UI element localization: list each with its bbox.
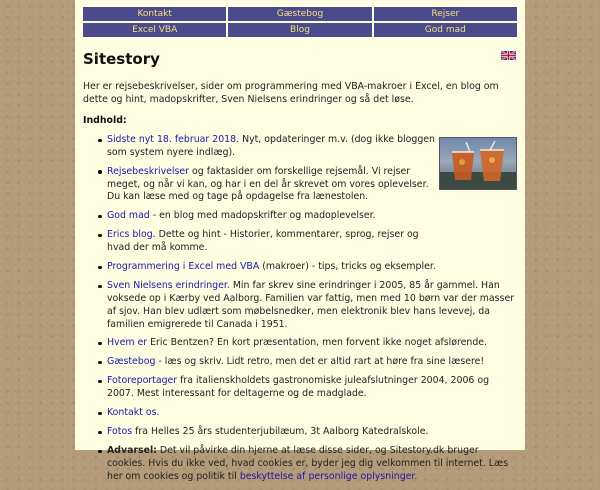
uk-flag-icon[interactable] — [501, 51, 516, 60]
warning-item — [83, 445, 517, 483]
nav-kontakt[interactable]: Kontakt — [83, 7, 226, 21]
photos-link[interactable]: Fotos — [107, 426, 133, 438]
warning-label: Advarsel: — [107, 445, 157, 457]
list-item — [83, 337, 517, 350]
list-item — [83, 375, 517, 401]
contact-link[interactable]: Kontakt os. — [107, 407, 160, 419]
item-text: Eric Bentzen? En kort præsentation, men forvent ikke noget afslørende. — [147, 337, 488, 349]
page-title: Sitestory — [83, 50, 160, 68]
item-text: Dette og hint - Historier, kommentarer, sprog, rejser og hvad der må komme. — [107, 229, 419, 254]
about-link[interactable]: Hvem er — [107, 337, 148, 349]
food-blog-link[interactable]: God mad — [107, 210, 150, 222]
item-text: Nyt, opdateringer m.v. (dog ikke bloggen som system nyere indlæg). — [107, 134, 435, 158]
list-item — [83, 229, 517, 255]
list-item — [83, 134, 517, 160]
list-item — [83, 210, 517, 223]
nav-blog[interactable]: Blog — [228, 23, 371, 37]
nav-gaestebog[interactable]: Gæstebog — [228, 7, 371, 21]
nav-row-2 — [83, 23, 517, 37]
contents-heading: Indhold: — [83, 115, 127, 126]
privacy-link[interactable]: beskyttelse af personlige oplysninger — [239, 470, 415, 482]
photo-reports-link[interactable]: Fotoreportager — [107, 375, 178, 387]
list-item — [83, 426, 517, 439]
intro-text: Her er rejsebeskrivelser, sider om programmering med VBA-makroer i Excel, en blog om dette og hint, madopskrifter, Sven Nielsens erindringer og så det løse. — [83, 81, 499, 105]
main-nav — [83, 7, 517, 39]
latest-news-link[interactable]: Sidste nyt 18. februar 2018. — [107, 134, 240, 145]
excel-vba-link[interactable]: Programmering i Excel med VBA — [107, 261, 260, 273]
travel-link[interactable]: Rejsebeskrivelser — [107, 165, 190, 177]
nav-rejser[interactable]: Rejser — [374, 7, 517, 21]
contents-list — [83, 134, 517, 490]
nav-excel-vba[interactable]: Excel VBA — [83, 23, 226, 37]
item-text: - en blog med madopskrifter og madoplevelser. — [149, 210, 376, 222]
warning-after: . — [414, 470, 418, 482]
item-text: Min far skrev sine erindringer i 2005, 85 år gammel. Han voksede op i Kærby ved Aalborg. Familien var fattig, men med 10 børn var der masser af sjov. Han blev udlært som møbelsnedker, men elektronik blev hans levevej, da familien emigrerede til Canada i 1951. — [107, 280, 515, 330]
erics-blog-link[interactable]: Erics blog. — [107, 229, 156, 241]
item-text: og faktasider om forskellige rejsemål. Vi rejser meget, og når vi kan, og har i en del år skrevet om vores oplevelser. Du kan læse med og tage på opdagelse fra lænestolen. — [107, 165, 429, 203]
item-text: fra italienskholdets gastronomiske juleafslutninger 2004, 2006 og 2007. Mest interessant for deltagerne og de madglade. — [107, 375, 490, 400]
content-page — [75, 0, 525, 482]
item-text: - læs og skriv. Lidt retro, men det er altid rart at høre fra sine læsere! — [155, 356, 485, 368]
nav-row-1 — [83, 7, 517, 21]
warning-text: Det vil påvirke din hjerne at læse disse sider, og Sitestory.dk bruger cookies. Hvis du ikke ved, hvad cookies er, byder jeg dig velkommen til internet. Læs her om cookies og politik til — [107, 445, 509, 482]
nav-god-mad[interactable]: God mad — [374, 23, 517, 37]
list-item — [83, 166, 517, 204]
item-text: (makroer) - tips, tricks og eksempler. — [259, 261, 436, 273]
guestbook-link[interactable]: Gæstebog — [107, 356, 156, 368]
list-item — [83, 407, 517, 420]
list-item — [83, 261, 517, 274]
memoirs-link[interactable]: Sven Nielsens erindringer. — [107, 280, 230, 292]
item-text: fra Helles 25 års studenterjubilæum, 3t Aalborg Katedralskole. — [132, 426, 429, 438]
list-item — [83, 280, 517, 331]
list-item — [83, 356, 517, 369]
